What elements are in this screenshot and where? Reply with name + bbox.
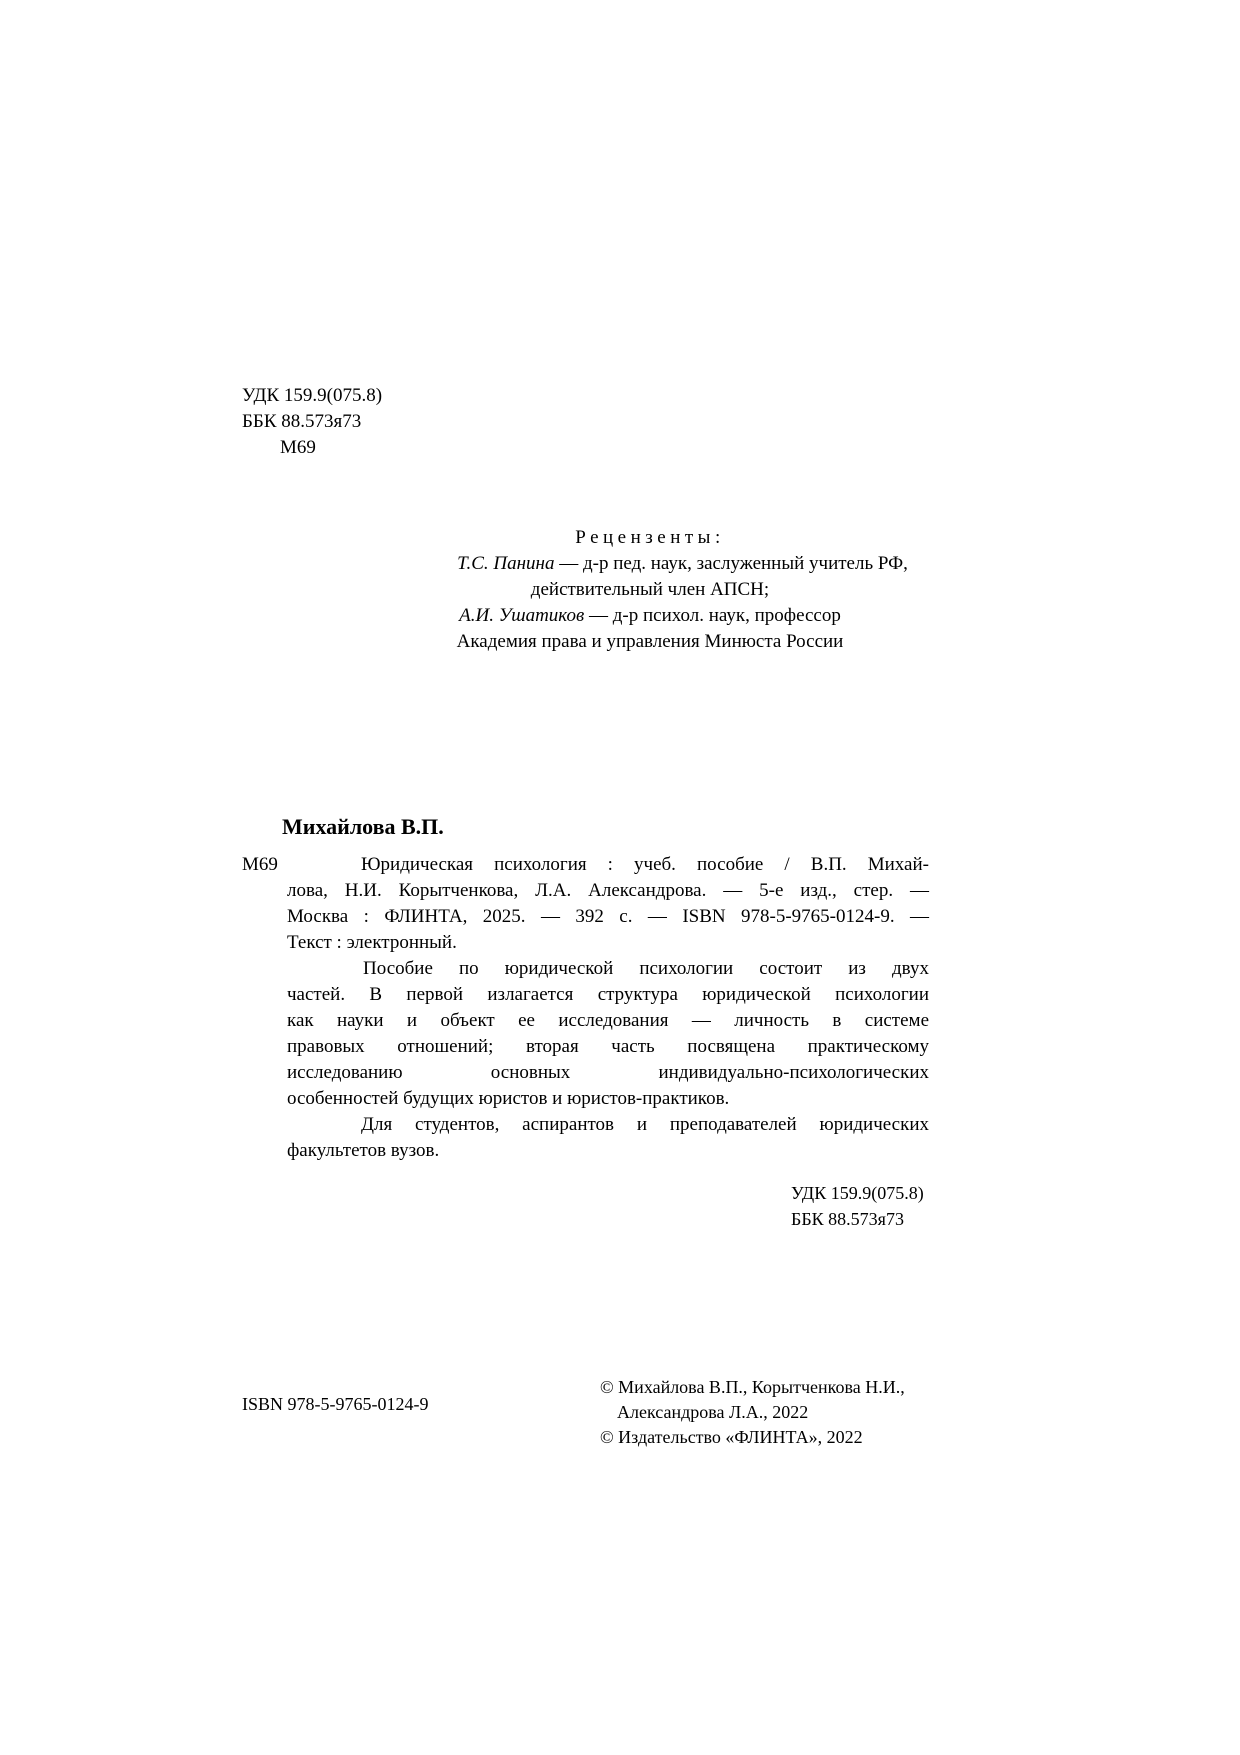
copyright-authors-continued: Александрова Л.А., 2022 <box>617 1402 809 1422</box>
udk-code: УДК 159.9(075.8) <box>242 385 383 406</box>
copyright-publisher: © Издательство «ФЛИНТА», 2022 <box>600 1427 863 1447</box>
reviewer-2 <box>300 603 1000 629</box>
reviewer-2-name: А.И. Ушатиков <box>459 605 585 626</box>
abstract-line: Пособие по юридической психологии состоит из двух <box>363 958 929 979</box>
bbk-code: ББК 88.573я73 <box>791 1209 904 1229</box>
isbn: ISBN 978-5-9765-0124-9 <box>242 1394 429 1414</box>
abstract-line: особенностей будущих юристов и юристов-практиков. <box>287 1088 730 1109</box>
bibliographic-description <box>287 852 929 1164</box>
audience-line: Для студентов, аспирантов и преподавателей юридических <box>361 1114 929 1135</box>
author-mark: М69 <box>280 437 316 458</box>
bbk-code: ББК 88.573я73 <box>242 411 362 432</box>
bib-line: лова, Н.И. Корытченкова, Л.А. Александрова. — 5-е изд., стер. — <box>287 880 929 901</box>
audience-line: факультетов вузов. <box>287 1140 440 1161</box>
reviewer-1 <box>365 551 1000 577</box>
copyright-authors: © Михайлова В.П., Корытченкова Н.И., <box>600 1377 905 1397</box>
bib-line: Текст : электронный. <box>287 932 457 953</box>
classification-block-top <box>242 383 382 461</box>
abstract-line: правовых отношений; вторая часть посвящена практическому <box>287 1036 929 1057</box>
reviewer-1-continued: действительный член АПСН; <box>530 579 770 600</box>
reviewer-1-title: — д-р пед. наук, заслуженный учитель РФ, <box>554 553 908 574</box>
abstract-line: как науки и объект ее исследования — личность в системе <box>287 1010 929 1031</box>
reviewer-1-name: Т.С. Панина <box>457 553 555 574</box>
reviewer-2-continued: Академия права и управления Минюста России <box>456 631 844 652</box>
reviewer-2-title: — д-р психол. наук, профессор <box>584 605 841 626</box>
bib-line: Москва : ФЛИНТА, 2025. — 392 с. — ISBN 978-5-9765-0124-9. — <box>287 906 929 927</box>
abstract-line: исследованию основных индивидуально-психологических <box>287 1062 929 1083</box>
reviewers-block <box>300 525 1000 655</box>
copyright-block <box>600 1375 905 1450</box>
classification-block-bottom <box>791 1180 924 1232</box>
author-heading: Михайлова В.П. <box>282 814 444 839</box>
udk-code: УДК 159.9(075.8) <box>791 1183 924 1203</box>
abstract-line: частей. В первой излагается структура юридической психологии <box>287 984 929 1005</box>
reviewers-heading: Рецензенты: <box>575 527 725 548</box>
bib-line: Юридическая психология : учеб. пособие / В.П. Михай- <box>361 854 929 875</box>
author-mark-main: М69 <box>242 854 278 875</box>
